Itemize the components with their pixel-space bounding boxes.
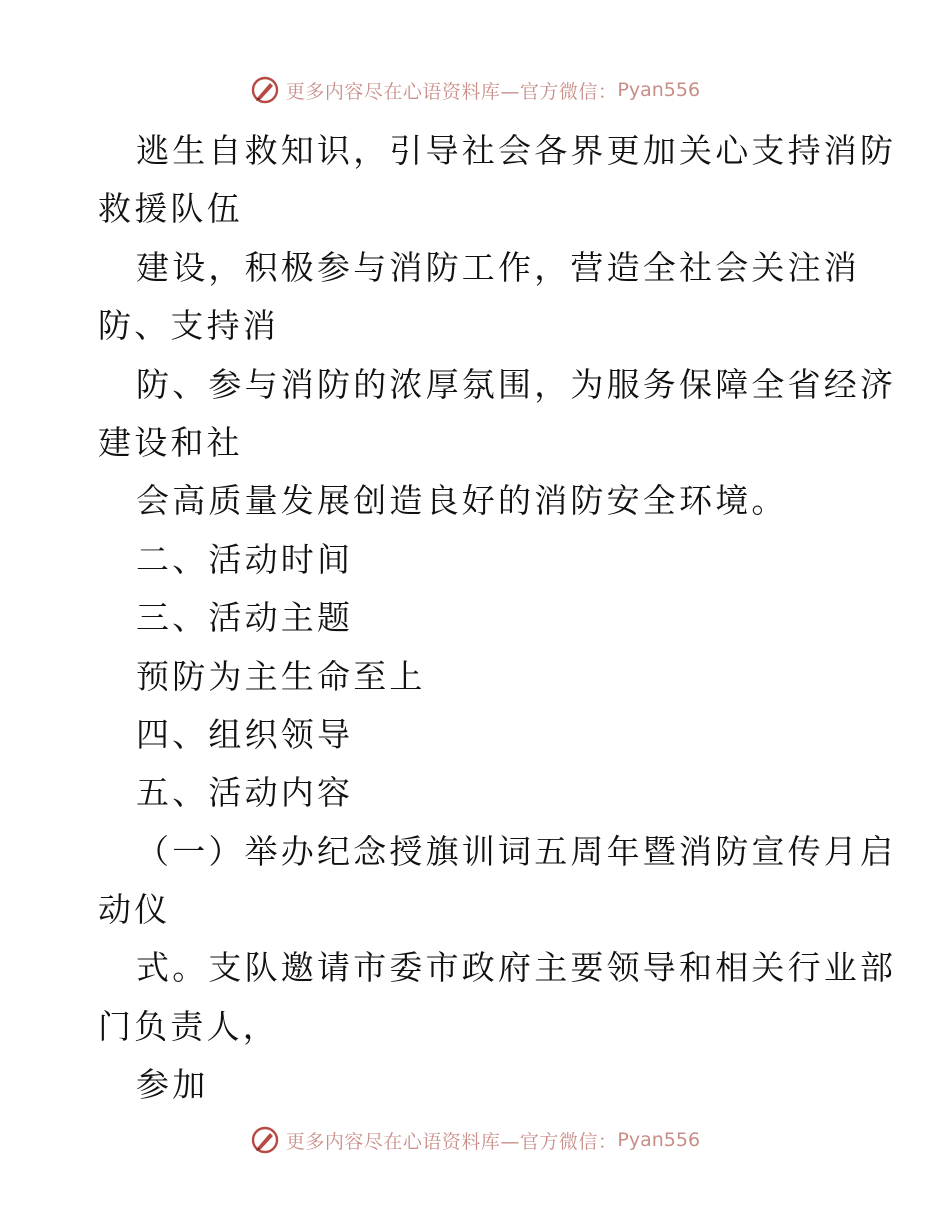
watermark-wechat-id: Pyan556 [617,1129,701,1151]
text-line: 救援队伍 [98,189,243,229]
footer-watermark [0,1123,950,1157]
text-line: 参加 [136,1065,209,1105]
text-line: 会高质量发展创造良好的消防安全环境。 [136,481,788,521]
watermark-text: 更多内容尽在心语资料库—官方微信： [285,80,618,103]
text-line: 防、参与消防的浓厚氛围，为服务保障全省经济 [136,364,897,404]
section-heading: 二、活动时间 [136,539,354,579]
text-line: 防、支持消 [98,306,279,346]
section-heading: 三、活动主题 [136,598,354,638]
watermark-text: 更多内容尽在心语资料库—官方微信： [285,1130,618,1153]
section-heading: 四、组织领导 [136,714,354,754]
text-line: 建设，积极参与消防工作，营造全社会关注消 [136,247,860,287]
text-line: 建设和社 [98,422,243,462]
pen-logo-icon [250,75,280,105]
text-line: 逃生自救知识，引导社会各界更加关心支持消防 [136,131,897,170]
text-line: 式。支队邀请市委市政府主要领导和相关行业部 [136,948,897,988]
theme-text: 预防为主生命至上 [136,656,426,696]
text-line: 门负责人， [98,1006,279,1046]
text-line: （一）举办纪念授旗训词五周年暨消防宣传月启 [136,831,897,871]
pen-logo-icon [250,1125,280,1155]
text-line: 动仪 [98,890,171,930]
watermark-wechat-id: Pyan556 [617,79,701,101]
document-body [98,122,897,1115]
section-heading: 五、活动内容 [136,773,354,813]
header-watermark [0,73,950,107]
